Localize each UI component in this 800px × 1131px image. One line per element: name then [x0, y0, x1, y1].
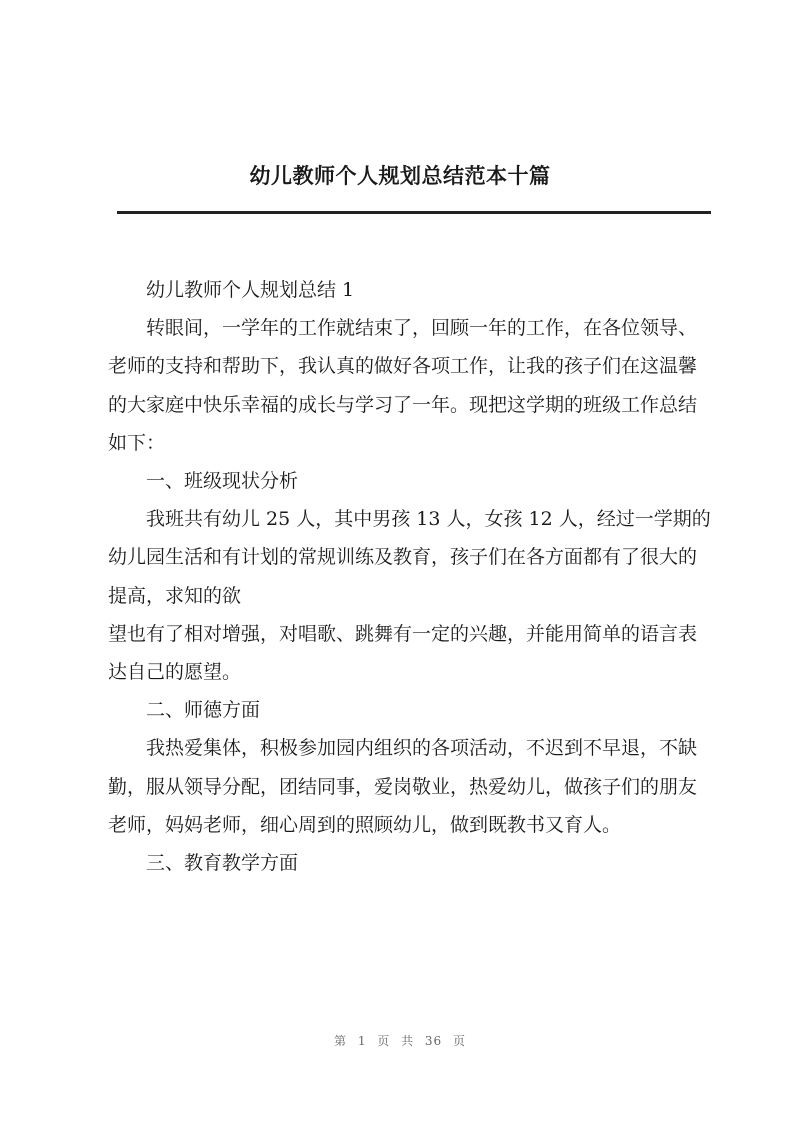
subsection-heading: 一、班级现状分析: [146, 470, 299, 493]
body-paragraph: 转眼间，一学年的工作就结束了，回顾一年的工作，在各位领导、老师的支持和帮助下，我认真的做好各项工作，让我的孩子们在这温馨的大家庭中快乐幸福的成长与学习了一年。现把这学期的班级工作总结如下：: [108, 317, 698, 454]
document-title: 幼儿教师个人规划总结范本十篇: [249, 163, 551, 188]
body-paragraph: 我热爱集体，积极参加园内组织的各项活动，不迟到不早退，不缺勤，服从领导分配，团结同事，爱岗敬业，热爱幼儿，做孩子们的朋友老师，妈妈老师，细心周到的照顾幼儿，做到既教书又育人。: [108, 737, 698, 836]
title-underline: [117, 211, 711, 214]
body-paragraph-continued: 望也有了相对增强，对唱歌、跳舞有一定的兴趣，并能用简单的语言表达自己的愿望。: [108, 622, 698, 684]
page-number: 第 1 页 共 36 页: [334, 1034, 466, 1048]
subsection-heading: 三、教育教学方面: [146, 852, 299, 875]
body-paragraph: 我班共有幼儿 25 人，其中男孩 13 人，女孩 12 人，经过一学期的幼儿园生活和有计划的常规训练及教育，孩子们在各方面都有了很大的提高，求知的欲: [108, 508, 711, 607]
document-body: [108, 271, 712, 882]
section-heading: 幼儿教师个人规划总结 1: [146, 279, 355, 301]
subsection-heading: 二、师德方面: [146, 699, 261, 722]
